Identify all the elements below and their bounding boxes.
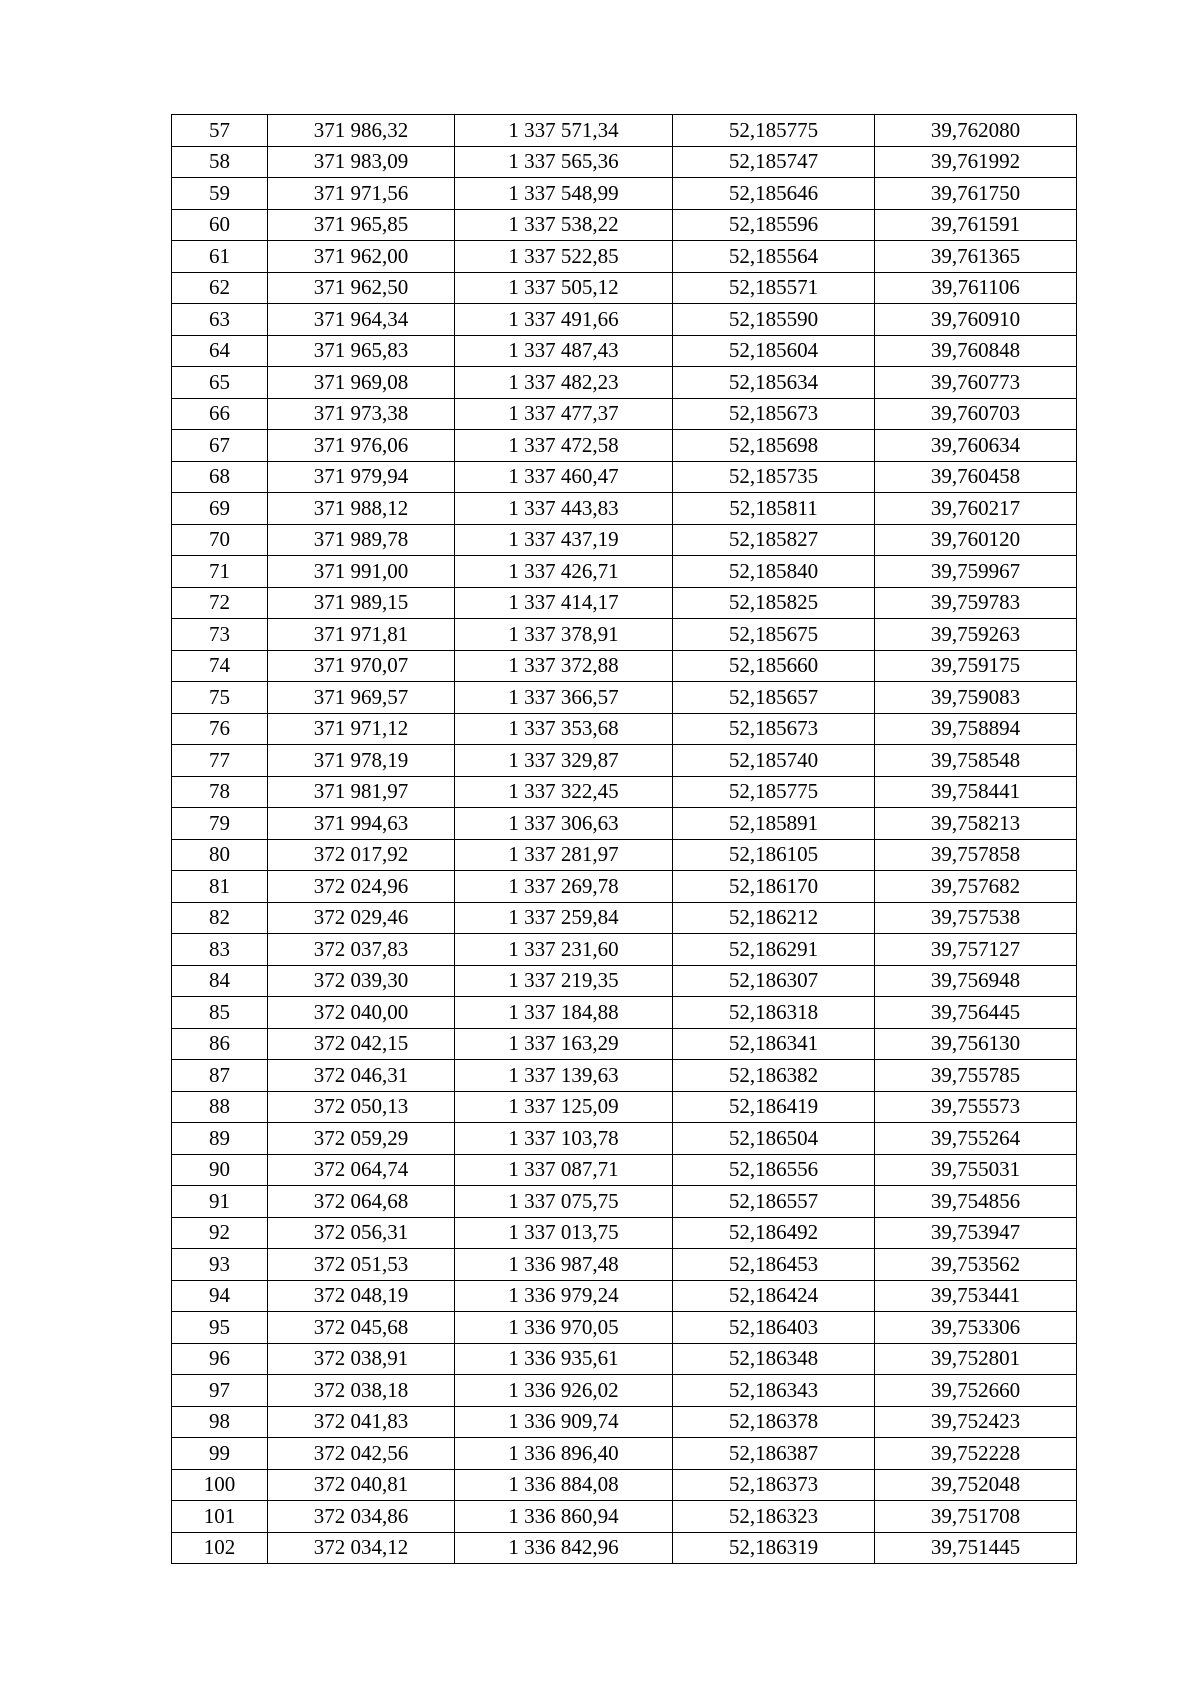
x-coordinate-cell: 372 064,68 xyxy=(268,1186,455,1218)
latitude-cell: 52,185891 xyxy=(673,808,875,840)
point-number-cell: 70 xyxy=(172,524,268,556)
longitude-cell: 39,757858 xyxy=(875,839,1077,871)
latitude-cell: 52,186170 xyxy=(673,871,875,903)
y-coordinate-cell: 1 337 477,37 xyxy=(455,398,673,430)
table-row xyxy=(172,398,1077,430)
longitude-cell: 39,751708 xyxy=(875,1501,1077,1533)
longitude-cell: 39,752660 xyxy=(875,1375,1077,1407)
x-coordinate-cell: 371 979,94 xyxy=(268,461,455,493)
x-coordinate-cell: 372 042,56 xyxy=(268,1438,455,1470)
point-number-cell: 100 xyxy=(172,1469,268,1501)
latitude-cell: 52,186403 xyxy=(673,1312,875,1344)
y-coordinate-cell: 1 337 231,60 xyxy=(455,934,673,966)
x-coordinate-cell: 372 042,15 xyxy=(268,1028,455,1060)
x-coordinate-cell: 372 029,46 xyxy=(268,902,455,934)
x-coordinate-cell: 372 037,83 xyxy=(268,934,455,966)
longitude-cell: 39,760703 xyxy=(875,398,1077,430)
point-number-cell: 58 xyxy=(172,146,268,178)
table-row xyxy=(172,650,1077,682)
longitude-cell: 39,757682 xyxy=(875,871,1077,903)
latitude-cell: 52,186323 xyxy=(673,1501,875,1533)
point-number-cell: 95 xyxy=(172,1312,268,1344)
y-coordinate-cell: 1 337 426,71 xyxy=(455,556,673,588)
table-row xyxy=(172,934,1077,966)
latitude-cell: 52,186378 xyxy=(673,1406,875,1438)
table-row xyxy=(172,871,1077,903)
x-coordinate-cell: 371 978,19 xyxy=(268,745,455,777)
latitude-cell: 52,186105 xyxy=(673,839,875,871)
point-number-cell: 89 xyxy=(172,1123,268,1155)
table-row xyxy=(172,1343,1077,1375)
longitude-cell: 39,761992 xyxy=(875,146,1077,178)
table-row xyxy=(172,713,1077,745)
point-number-cell: 68 xyxy=(172,461,268,493)
point-number-cell: 94 xyxy=(172,1280,268,1312)
latitude-cell: 52,185673 xyxy=(673,398,875,430)
x-coordinate-cell: 372 034,86 xyxy=(268,1501,455,1533)
x-coordinate-cell: 371 970,07 xyxy=(268,650,455,682)
x-coordinate-cell: 371 988,12 xyxy=(268,493,455,525)
y-coordinate-cell: 1 337 522,85 xyxy=(455,241,673,273)
latitude-cell: 52,185675 xyxy=(673,619,875,651)
latitude-cell: 52,185646 xyxy=(673,178,875,210)
table-row xyxy=(172,839,1077,871)
x-coordinate-cell: 372 038,18 xyxy=(268,1375,455,1407)
longitude-cell: 39,757127 xyxy=(875,934,1077,966)
table-row xyxy=(172,1375,1077,1407)
y-coordinate-cell: 1 337 353,68 xyxy=(455,713,673,745)
y-coordinate-cell: 1 337 329,87 xyxy=(455,745,673,777)
latitude-cell: 52,185840 xyxy=(673,556,875,588)
y-coordinate-cell: 1 337 482,23 xyxy=(455,367,673,399)
longitude-cell: 39,753441 xyxy=(875,1280,1077,1312)
longitude-cell: 39,761365 xyxy=(875,241,1077,273)
latitude-cell: 52,186424 xyxy=(673,1280,875,1312)
latitude-cell: 52,186373 xyxy=(673,1469,875,1501)
latitude-cell: 52,186453 xyxy=(673,1249,875,1281)
y-coordinate-cell: 1 336 935,61 xyxy=(455,1343,673,1375)
table-row xyxy=(172,241,1077,273)
table-row xyxy=(172,367,1077,399)
y-coordinate-cell: 1 337 460,47 xyxy=(455,461,673,493)
table-row xyxy=(172,808,1077,840)
table-row xyxy=(172,1123,1077,1155)
longitude-cell: 39,761750 xyxy=(875,178,1077,210)
x-coordinate-cell: 372 034,12 xyxy=(268,1532,455,1564)
latitude-cell: 52,185811 xyxy=(673,493,875,525)
point-number-cell: 72 xyxy=(172,587,268,619)
y-coordinate-cell: 1 336 884,08 xyxy=(455,1469,673,1501)
y-coordinate-cell: 1 337 259,84 xyxy=(455,902,673,934)
longitude-cell: 39,756445 xyxy=(875,997,1077,1029)
latitude-cell: 52,186387 xyxy=(673,1438,875,1470)
table-row xyxy=(172,115,1077,147)
point-number-cell: 97 xyxy=(172,1375,268,1407)
longitude-cell: 39,759263 xyxy=(875,619,1077,651)
y-coordinate-cell: 1 337 366,57 xyxy=(455,682,673,714)
table-row xyxy=(172,682,1077,714)
latitude-cell: 52,186492 xyxy=(673,1217,875,1249)
longitude-cell: 39,752228 xyxy=(875,1438,1077,1470)
x-coordinate-cell: 371 983,09 xyxy=(268,146,455,178)
latitude-cell: 52,186318 xyxy=(673,997,875,1029)
x-coordinate-cell: 371 962,00 xyxy=(268,241,455,273)
point-number-cell: 102 xyxy=(172,1532,268,1564)
y-coordinate-cell: 1 337 472,58 xyxy=(455,430,673,462)
y-coordinate-cell: 1 337 548,99 xyxy=(455,178,673,210)
latitude-cell: 52,186419 xyxy=(673,1091,875,1123)
x-coordinate-cell: 371 989,78 xyxy=(268,524,455,556)
table-row xyxy=(172,619,1077,651)
latitude-cell: 52,185571 xyxy=(673,272,875,304)
latitude-cell: 52,186212 xyxy=(673,902,875,934)
x-coordinate-cell: 371 971,12 xyxy=(268,713,455,745)
longitude-cell: 39,761106 xyxy=(875,272,1077,304)
latitude-cell: 52,186341 xyxy=(673,1028,875,1060)
latitude-cell: 52,185660 xyxy=(673,650,875,682)
table-row xyxy=(172,1154,1077,1186)
longitude-cell: 39,757538 xyxy=(875,902,1077,934)
y-coordinate-cell: 1 337 184,88 xyxy=(455,997,673,1029)
latitude-cell: 52,185698 xyxy=(673,430,875,462)
latitude-cell: 52,185827 xyxy=(673,524,875,556)
latitude-cell: 52,185657 xyxy=(673,682,875,714)
y-coordinate-cell: 1 337 538,22 xyxy=(455,209,673,241)
point-number-cell: 86 xyxy=(172,1028,268,1060)
x-coordinate-cell: 372 051,53 xyxy=(268,1249,455,1281)
table-row xyxy=(172,556,1077,588)
y-coordinate-cell: 1 336 926,02 xyxy=(455,1375,673,1407)
y-coordinate-cell: 1 337 013,75 xyxy=(455,1217,673,1249)
table-row xyxy=(172,524,1077,556)
coordinates-table-body xyxy=(172,115,1077,1564)
x-coordinate-cell: 372 059,29 xyxy=(268,1123,455,1155)
point-number-cell: 98 xyxy=(172,1406,268,1438)
latitude-cell: 52,186319 xyxy=(673,1532,875,1564)
latitude-cell: 52,185564 xyxy=(673,241,875,273)
latitude-cell: 52,185673 xyxy=(673,713,875,745)
longitude-cell: 39,753947 xyxy=(875,1217,1077,1249)
latitude-cell: 52,186382 xyxy=(673,1060,875,1092)
point-number-cell: 90 xyxy=(172,1154,268,1186)
longitude-cell: 39,758441 xyxy=(875,776,1077,808)
point-number-cell: 75 xyxy=(172,682,268,714)
y-coordinate-cell: 1 337 219,35 xyxy=(455,965,673,997)
point-number-cell: 69 xyxy=(172,493,268,525)
x-coordinate-cell: 371 981,97 xyxy=(268,776,455,808)
table-row xyxy=(172,209,1077,241)
longitude-cell: 39,752423 xyxy=(875,1406,1077,1438)
table-row xyxy=(172,902,1077,934)
table-row xyxy=(172,304,1077,336)
table-row xyxy=(172,1217,1077,1249)
y-coordinate-cell: 1 337 372,88 xyxy=(455,650,673,682)
y-coordinate-cell: 1 336 860,94 xyxy=(455,1501,673,1533)
point-number-cell: 61 xyxy=(172,241,268,273)
y-coordinate-cell: 1 337 322,45 xyxy=(455,776,673,808)
y-coordinate-cell: 1 337 139,63 xyxy=(455,1060,673,1092)
point-number-cell: 62 xyxy=(172,272,268,304)
y-coordinate-cell: 1 337 281,97 xyxy=(455,839,673,871)
y-coordinate-cell: 1 337 487,43 xyxy=(455,335,673,367)
table-row xyxy=(172,745,1077,777)
x-coordinate-cell: 371 976,06 xyxy=(268,430,455,462)
latitude-cell: 52,186343 xyxy=(673,1375,875,1407)
longitude-cell: 39,761591 xyxy=(875,209,1077,241)
x-coordinate-cell: 371 969,08 xyxy=(268,367,455,399)
x-coordinate-cell: 371 964,34 xyxy=(268,304,455,336)
table-row xyxy=(172,1028,1077,1060)
longitude-cell: 39,759967 xyxy=(875,556,1077,588)
latitude-cell: 52,186556 xyxy=(673,1154,875,1186)
point-number-cell: 76 xyxy=(172,713,268,745)
point-number-cell: 99 xyxy=(172,1438,268,1470)
longitude-cell: 39,758548 xyxy=(875,745,1077,777)
coordinates-table xyxy=(171,114,1077,1564)
y-coordinate-cell: 1 337 125,09 xyxy=(455,1091,673,1123)
x-coordinate-cell: 372 046,31 xyxy=(268,1060,455,1092)
table-row xyxy=(172,335,1077,367)
point-number-cell: 59 xyxy=(172,178,268,210)
table-row xyxy=(172,430,1077,462)
latitude-cell: 52,185596 xyxy=(673,209,875,241)
latitude-cell: 52,186504 xyxy=(673,1123,875,1155)
y-coordinate-cell: 1 337 571,34 xyxy=(455,115,673,147)
table-row xyxy=(172,1312,1077,1344)
latitude-cell: 52,185740 xyxy=(673,745,875,777)
table-row xyxy=(172,461,1077,493)
point-number-cell: 91 xyxy=(172,1186,268,1218)
point-number-cell: 85 xyxy=(172,997,268,1029)
point-number-cell: 96 xyxy=(172,1343,268,1375)
point-number-cell: 67 xyxy=(172,430,268,462)
x-coordinate-cell: 371 971,81 xyxy=(268,619,455,651)
x-coordinate-cell: 372 017,92 xyxy=(268,839,455,871)
longitude-cell: 39,760217 xyxy=(875,493,1077,525)
longitude-cell: 39,755031 xyxy=(875,1154,1077,1186)
x-coordinate-cell: 371 962,50 xyxy=(268,272,455,304)
x-coordinate-cell: 371 965,85 xyxy=(268,209,455,241)
longitude-cell: 39,759175 xyxy=(875,650,1077,682)
point-number-cell: 65 xyxy=(172,367,268,399)
y-coordinate-cell: 1 336 979,24 xyxy=(455,1280,673,1312)
longitude-cell: 39,753306 xyxy=(875,1312,1077,1344)
point-number-cell: 79 xyxy=(172,808,268,840)
longitude-cell: 39,760458 xyxy=(875,461,1077,493)
x-coordinate-cell: 371 989,15 xyxy=(268,587,455,619)
table-row xyxy=(172,1280,1077,1312)
point-number-cell: 60 xyxy=(172,209,268,241)
y-coordinate-cell: 1 336 909,74 xyxy=(455,1406,673,1438)
y-coordinate-cell: 1 336 842,96 xyxy=(455,1532,673,1564)
latitude-cell: 52,185825 xyxy=(673,587,875,619)
longitude-cell: 39,752801 xyxy=(875,1343,1077,1375)
longitude-cell: 39,758894 xyxy=(875,713,1077,745)
longitude-cell: 39,760634 xyxy=(875,430,1077,462)
table-row xyxy=(172,997,1077,1029)
point-number-cell: 101 xyxy=(172,1501,268,1533)
y-coordinate-cell: 1 336 970,05 xyxy=(455,1312,673,1344)
latitude-cell: 52,186307 xyxy=(673,965,875,997)
x-coordinate-cell: 372 056,31 xyxy=(268,1217,455,1249)
x-coordinate-cell: 371 973,38 xyxy=(268,398,455,430)
x-coordinate-cell: 372 024,96 xyxy=(268,871,455,903)
longitude-cell: 39,752048 xyxy=(875,1469,1077,1501)
point-number-cell: 80 xyxy=(172,839,268,871)
point-number-cell: 93 xyxy=(172,1249,268,1281)
longitude-cell: 39,760120 xyxy=(875,524,1077,556)
longitude-cell: 39,755573 xyxy=(875,1091,1077,1123)
y-coordinate-cell: 1 337 087,71 xyxy=(455,1154,673,1186)
point-number-cell: 73 xyxy=(172,619,268,651)
latitude-cell: 52,185747 xyxy=(673,146,875,178)
x-coordinate-cell: 371 971,56 xyxy=(268,178,455,210)
y-coordinate-cell: 1 337 378,91 xyxy=(455,619,673,651)
table-row xyxy=(172,178,1077,210)
point-number-cell: 92 xyxy=(172,1217,268,1249)
x-coordinate-cell: 372 039,30 xyxy=(268,965,455,997)
y-coordinate-cell: 1 337 163,29 xyxy=(455,1028,673,1060)
x-coordinate-cell: 372 040,00 xyxy=(268,997,455,1029)
x-coordinate-cell: 372 050,13 xyxy=(268,1091,455,1123)
longitude-cell: 39,759783 xyxy=(875,587,1077,619)
latitude-cell: 52,185775 xyxy=(673,115,875,147)
y-coordinate-cell: 1 337 491,66 xyxy=(455,304,673,336)
table-row xyxy=(172,965,1077,997)
x-coordinate-cell: 372 064,74 xyxy=(268,1154,455,1186)
table-row xyxy=(172,1501,1077,1533)
x-coordinate-cell: 372 038,91 xyxy=(268,1343,455,1375)
y-coordinate-cell: 1 337 269,78 xyxy=(455,871,673,903)
table-row xyxy=(172,1060,1077,1092)
y-coordinate-cell: 1 337 505,12 xyxy=(455,272,673,304)
x-coordinate-cell: 371 994,63 xyxy=(268,808,455,840)
y-coordinate-cell: 1 337 306,63 xyxy=(455,808,673,840)
longitude-cell: 39,762080 xyxy=(875,115,1077,147)
longitude-cell: 39,753562 xyxy=(875,1249,1077,1281)
longitude-cell: 39,758213 xyxy=(875,808,1077,840)
point-number-cell: 78 xyxy=(172,776,268,808)
point-number-cell: 82 xyxy=(172,902,268,934)
table-row xyxy=(172,493,1077,525)
table-row xyxy=(172,1186,1077,1218)
longitude-cell: 39,760910 xyxy=(875,304,1077,336)
longitude-cell: 39,760848 xyxy=(875,335,1077,367)
x-coordinate-cell: 372 041,83 xyxy=(268,1406,455,1438)
point-number-cell: 84 xyxy=(172,965,268,997)
x-coordinate-cell: 371 969,57 xyxy=(268,682,455,714)
point-number-cell: 88 xyxy=(172,1091,268,1123)
table-row xyxy=(172,146,1077,178)
table-row xyxy=(172,1091,1077,1123)
x-coordinate-cell: 372 045,68 xyxy=(268,1312,455,1344)
table-row xyxy=(172,1438,1077,1470)
point-number-cell: 81 xyxy=(172,871,268,903)
point-number-cell: 71 xyxy=(172,556,268,588)
point-number-cell: 87 xyxy=(172,1060,268,1092)
longitude-cell: 39,756948 xyxy=(875,965,1077,997)
x-coordinate-cell: 372 040,81 xyxy=(268,1469,455,1501)
latitude-cell: 52,185634 xyxy=(673,367,875,399)
x-coordinate-cell: 371 986,32 xyxy=(268,115,455,147)
table-row xyxy=(172,272,1077,304)
x-coordinate-cell: 372 048,19 xyxy=(268,1280,455,1312)
table-row xyxy=(172,1469,1077,1501)
latitude-cell: 52,185735 xyxy=(673,461,875,493)
y-coordinate-cell: 1 337 565,36 xyxy=(455,146,673,178)
longitude-cell: 39,755785 xyxy=(875,1060,1077,1092)
longitude-cell: 39,760773 xyxy=(875,367,1077,399)
y-coordinate-cell: 1 337 075,75 xyxy=(455,1186,673,1218)
latitude-cell: 52,186291 xyxy=(673,934,875,966)
y-coordinate-cell: 1 337 437,19 xyxy=(455,524,673,556)
latitude-cell: 52,186348 xyxy=(673,1343,875,1375)
table-row xyxy=(172,587,1077,619)
point-number-cell: 66 xyxy=(172,398,268,430)
y-coordinate-cell: 1 336 896,40 xyxy=(455,1438,673,1470)
latitude-cell: 52,185775 xyxy=(673,776,875,808)
point-number-cell: 63 xyxy=(172,304,268,336)
latitude-cell: 52,186557 xyxy=(673,1186,875,1218)
point-number-cell: 57 xyxy=(172,115,268,147)
point-number-cell: 64 xyxy=(172,335,268,367)
x-coordinate-cell: 371 991,00 xyxy=(268,556,455,588)
y-coordinate-cell: 1 336 987,48 xyxy=(455,1249,673,1281)
longitude-cell: 39,756130 xyxy=(875,1028,1077,1060)
latitude-cell: 52,185590 xyxy=(673,304,875,336)
x-coordinate-cell: 371 965,83 xyxy=(268,335,455,367)
longitude-cell: 39,759083 xyxy=(875,682,1077,714)
longitude-cell: 39,755264 xyxy=(875,1123,1077,1155)
point-number-cell: 77 xyxy=(172,745,268,777)
y-coordinate-cell: 1 337 443,83 xyxy=(455,493,673,525)
table-row xyxy=(172,1406,1077,1438)
point-number-cell: 74 xyxy=(172,650,268,682)
table-row xyxy=(172,1532,1077,1564)
longitude-cell: 39,751445 xyxy=(875,1532,1077,1564)
latitude-cell: 52,185604 xyxy=(673,335,875,367)
table-row xyxy=(172,1249,1077,1281)
longitude-cell: 39,754856 xyxy=(875,1186,1077,1218)
y-coordinate-cell: 1 337 103,78 xyxy=(455,1123,673,1155)
point-number-cell: 83 xyxy=(172,934,268,966)
table-row xyxy=(172,776,1077,808)
y-coordinate-cell: 1 337 414,17 xyxy=(455,587,673,619)
